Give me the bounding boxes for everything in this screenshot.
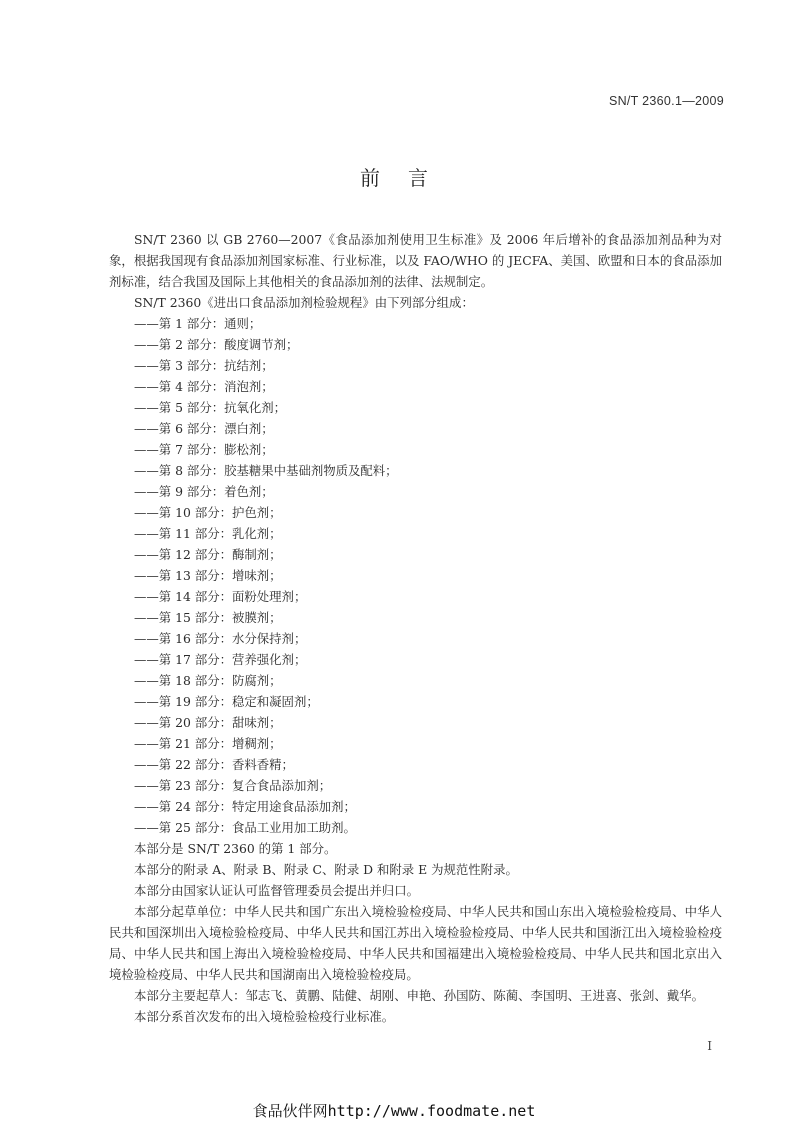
part-list-item: ——第 6 部分：漂白剂； [134, 421, 274, 436]
intro-paragraph: SN/T 2360《进出口食品添加剂检验规程》由下列部分组成： [134, 295, 474, 310]
part-list-item: ——第 12 部分：酶制剂； [134, 547, 282, 562]
part-list-item: ——第 15 部分：被膜剂； [134, 610, 282, 625]
part-list-item: ——第 25 部分：食品工业用加工助剂。 [134, 820, 356, 835]
part-list-item: ——第 5 部分：抗氧化剂； [134, 400, 287, 415]
intro-paragraph: SN/T 2360 以 GB 2760—2007《食品添加剂使用卫生标准》及 2006 年后增补的食品添加剂品种为对象，根据我国现有食品添加剂国家标准、行业标准，以及 FAO/WHO 的 JECFA、美国、欧盟和日本的食品添加剂标准，结合我国及国际上其他相关的食品添加剂的法律、法规制定。 [109, 232, 722, 289]
part-list-item: ——第 7 部分：膨松剂； [134, 442, 274, 457]
part-list-item: ——第 1 部分：通则； [134, 316, 262, 331]
closing-paragraph: 本部分系首次发布的出入境检验检疫行业标准。 [134, 1009, 395, 1024]
part-list-item: ——第 9 部分：着色剂； [134, 484, 274, 499]
drafting-units-paragraph: 本部分起草单位：中华人民共和国广东出入境检验检疫局、中华人民共和国山东出入境检验检疫局、中华人民共和国深圳出入境检验检疫局、中华人民共和国江苏出入境检验检疫局、中华人民共和国浙江出入境检验检疫局、中华人民共和国上海出入境检验检疫局、中华人民共和国福建出入境检验检疫局、中华人民共和国北京出入境检验检疫局、中华人民共和国湖南出入境检验检疫局。 [109, 904, 722, 982]
part-list-item: ——第 24 部分：特定用途食品添加剂； [134, 799, 356, 814]
part-list-item: ——第 23 部分：复合食品添加剂； [134, 778, 332, 793]
standard-code: SN/T 2360.1—2009 [608, 94, 724, 108]
part-list-item: ——第 2 部分：酸度调节剂； [134, 337, 299, 352]
part-list-item: ——第 17 部分：营养强化剂； [134, 652, 307, 667]
drafters-paragraph: 本部分主要起草人：邹志飞、黄鹏、陆健、胡刚、申艳、孙国防、陈蔺、李国明、王进喜、张剑、戴华。 [134, 988, 704, 1003]
part-list-item: ——第 11 部分：乳化剂； [134, 526, 282, 541]
closing-paragraph: 本部分是 SN/T 2360 的第 1 部分。 [134, 841, 337, 856]
part-list-item: ——第 19 部分：稳定和凝固剂； [134, 694, 319, 709]
parts-list [109, 313, 722, 838]
part-list-item: ——第 20 部分：甜味剂； [134, 715, 282, 730]
closing-paragraph: 本部分的附录 A、附录 B、附录 C、附录 D 和附录 E 为规范性附录。 [134, 862, 518, 877]
footer-url-link[interactable]: http://www.foodmate.net [327, 1102, 536, 1120]
foreword-body [109, 229, 722, 1027]
closing-paragraph: 本部分由国家认证认可监督管理委员会提出并归口。 [134, 883, 419, 898]
part-list-item: ——第 8 部分：胶基糖果中基础剂物质及配料； [134, 463, 398, 478]
part-list-item: ——第 21 部分：增稠剂； [134, 736, 282, 751]
part-list-item: ——第 18 部分：防腐剂； [134, 673, 282, 688]
page-title: 前言 [360, 166, 456, 190]
footer-site-name: 食品伙伴网 [252, 1102, 328, 1120]
footer-watermark[interactable] [0, 1100, 788, 1121]
part-list-item: ——第 3 部分：抗结剂； [134, 358, 274, 373]
part-list-item: ——第 14 部分：面粉处理剂； [134, 589, 307, 604]
part-list-item: ——第 16 部分：水分保持剂； [134, 631, 307, 646]
part-list-item: ——第 10 部分：护色剂； [134, 505, 282, 520]
page-number: I [707, 1039, 712, 1053]
part-list-item: ——第 22 部分：香料香精； [134, 757, 294, 772]
part-list-item: ——第 13 部分：增味剂； [134, 568, 282, 583]
part-list-item: ——第 4 部分：消泡剂； [134, 379, 274, 394]
